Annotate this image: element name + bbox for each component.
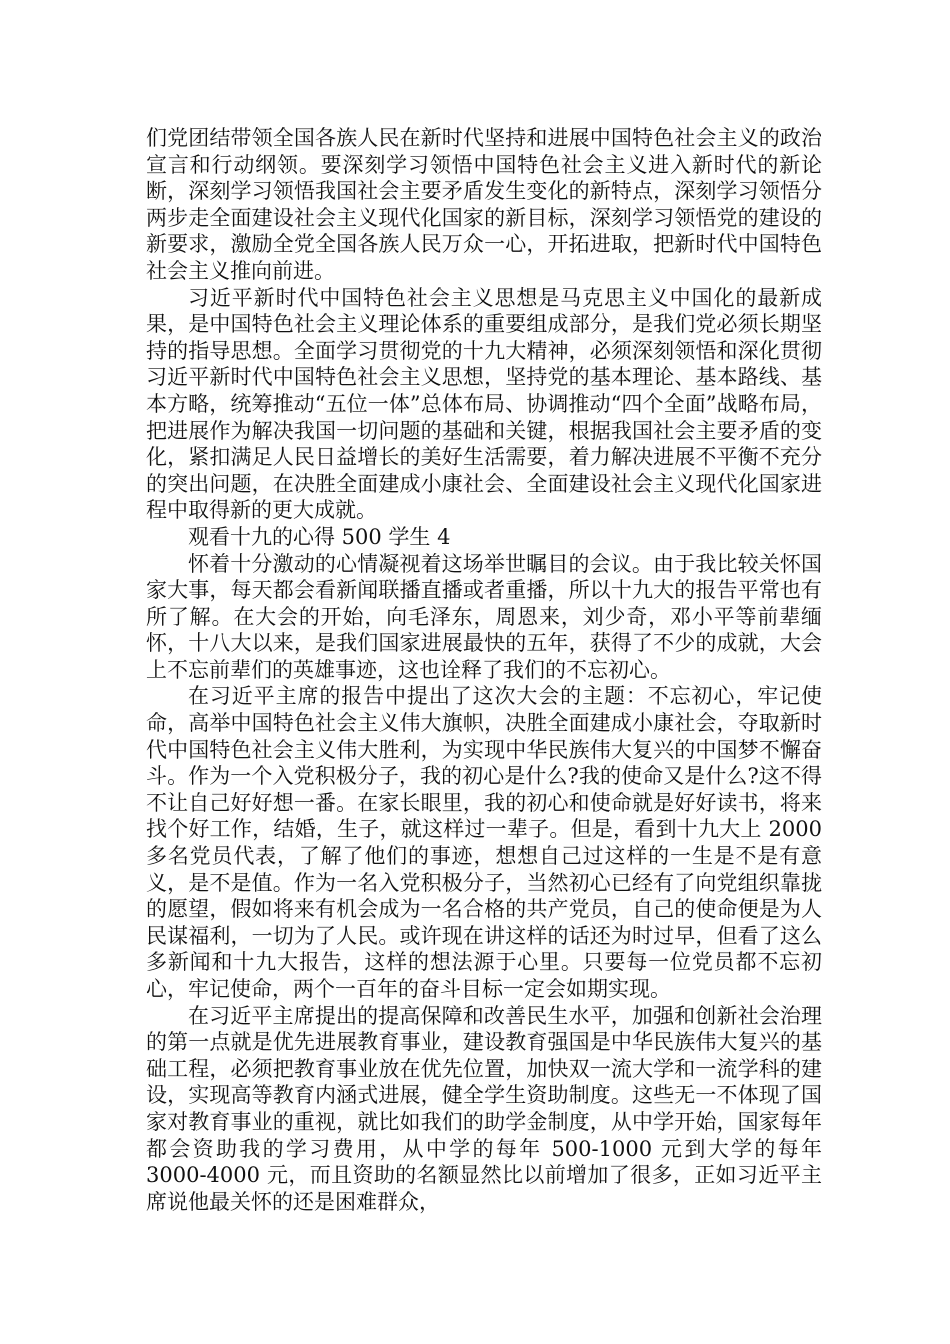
paragraph-guiding-thought: 习近平新时代中国特色社会主义思想是马克思主义中国化的最新成果，是中国特色社会主义理论体系的重要组成部分，是我们党必须长期坚持的指导思想。全面学习贯彻党的十九大精神，必须深刻领悟和深化贯彻习近平新时代中国特色社会主义思想，坚持党的基本理论、基本路线、基本方略，统筹推动“五位一体”总体布局、协调推动“四个全面”战略布局，把进展作为解决我国一切问题的基础和关键，根据我国社会主要矛盾的变化，紧扣满足人民日益增长的美好生活需要，着力解决进展不平衡不充分的突出问题，在决胜全面建成小康社会、全面建设社会主义现代化国家进程中取得新的更大成就。 bbox=[146, 285, 822, 523]
paragraph-watching-meeting: 怀着十分激动的心情凝视着这场举世瞩目的会议。由于我比较关怀国家大事，每天都会看新闻联播直播或者重播，所以十九大的报告平常也有所了解。在大会的开始，向毛泽东，周恩来，刘少奇，邓小平等前辈缅怀，十八大以来，是我们国家进展最快的五年，获得了不少的成就，大会上不忘前辈们的英雄事迹，这也诠释了我们的不忘初心。 bbox=[146, 551, 822, 682]
paragraph-continued: 们党团结带领全国各族人民在新时代坚持和进展中国特色社会主义的政治宣言和行动纲领。要深刻学习领悟中国特色社会主义进入新时代的新论断，深刻学习领悟我国社会主要矛盾发生变化的新特点，深刻学习领悟分两步走全面建设社会主义现代化国家的新目标，深刻学习领悟党的建设的新要求，激励全党全国各族人民万众一心，开拓进取，把新时代中国特色社会主义推向前进。 bbox=[146, 126, 822, 283]
paragraph-education: 在习近平主席提出的提高保障和改善民生水平，加强和创新社会治理的第一点就是优先进展教育事业，建设教育强国是中华民族伟大复兴的基础工程，必须把教育事业放在优先位置，加快双一流大学和一流学科的建设，实现高等教育内涵式进展，健全学生资助制度。这些无一不体现了国家对教育事业的重视，就比如我们的助学金制度，从中学开始，国家每年都会资助我的学习费用，从中学的每年 500-1000 元到大学的每年 3000-4000 元，而且资助的名额显然比以前增加了很多，正如习近平主席说他最关怀的还是困难群众， bbox=[146, 1003, 822, 1214]
paragraph-report-theme: 在习近平主席的报告中提出了这次大会的主题：不忘初心，牢记使命，高举中国特色社会主义伟大旗帜，决胜全面建成小康社会，夺取新时代中国特色社会主义伟大胜利，为实现中华民族伟大复兴的中国梦不懈奋斗。作为一个入党积极分子，我的初心是什么?我的使命又是什么?这不得不让自己好好想一番。在家长眼里，我的初心和使命就是好好读书，将来找个好工作，结婚，生子，就这样过一辈子。但是，看到十九大上 2000 多名党员代表，了解了他们的事迹，想想自己过这样的一生是不是有意义，是不是值。作为一名入党积极分子，当然初心已经有了向党组织靠拢的愿望，假如将来有机会成为一名合格的共产党员，自己的使命便是为人民谋福利，一切为了人民。或许现在讲这样的话还为时过早，但看了这么多新闻和十九大报告，这样的想法源于心里。只要每一位党员都不忘初心，牢记使命，两个一百年的奋斗目标一定会如期实现。 bbox=[146, 684, 822, 1001]
section-heading: 观看十九的心得 500 学生 4 bbox=[188, 524, 451, 549]
document-body bbox=[146, 125, 822, 1215]
